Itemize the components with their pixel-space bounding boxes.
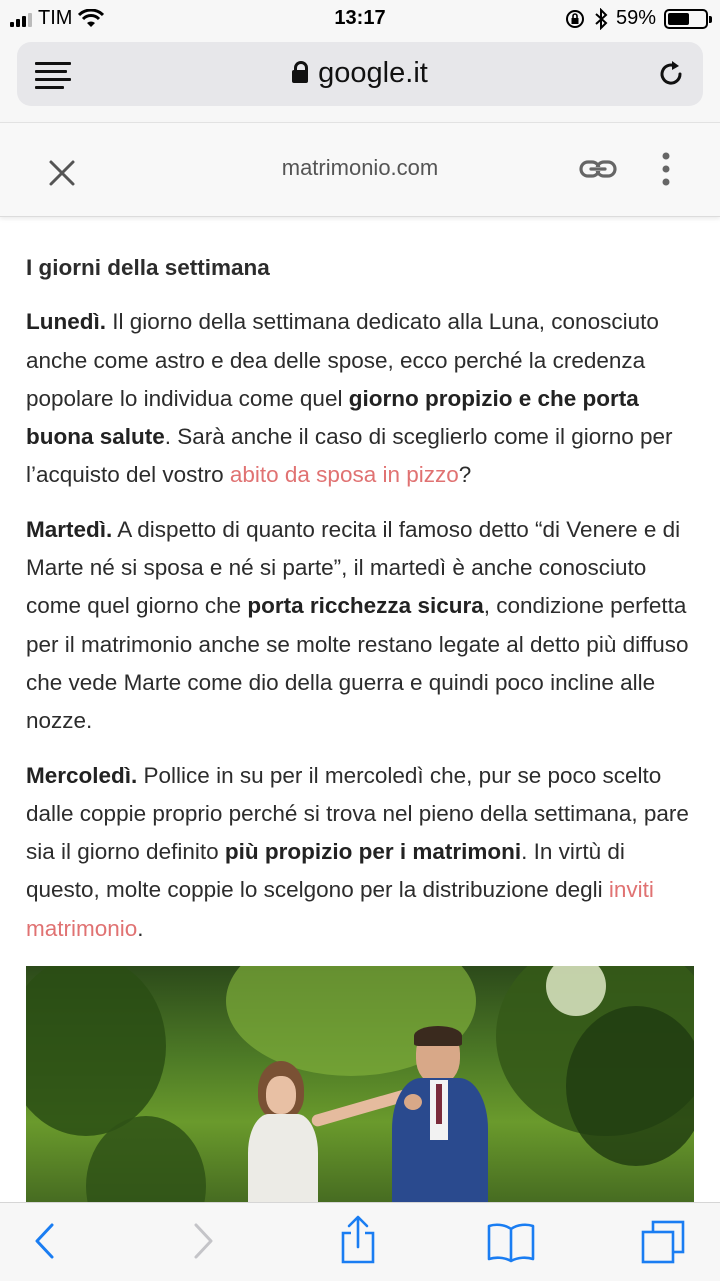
paragraph-wednesday bbox=[26, 757, 696, 948]
paragraph-text: Pollice in su per il mercoledì che, pur se poco scelto dalle coppie proprio perché si trova nel pieno della settimana, pare sia il giorno definito bbox=[26, 762, 689, 865]
article-content bbox=[26, 216, 696, 1202]
bookmarks-icon[interactable] bbox=[486, 1221, 536, 1263]
section-title: I giorni della settimana bbox=[26, 255, 270, 280]
paragraph-text: . Sarà anche il caso di sceglierlo come il giorno per l’acquisto del vostro bbox=[26, 424, 673, 488]
browser-bottom-toolbar bbox=[0, 1202, 720, 1281]
bluetooth-icon bbox=[594, 8, 608, 30]
day-label: Martedì. bbox=[26, 516, 113, 542]
bold-text: giorno propizio e che porta buona salute bbox=[26, 385, 639, 450]
paragraph-text: . bbox=[137, 915, 144, 941]
bold-text: più propizio per i matrimoni bbox=[224, 839, 522, 865]
amp-site-title: matrimonio.com bbox=[281, 155, 439, 180]
amp-viewer-header bbox=[0, 122, 720, 217]
orientation-lock-icon bbox=[564, 8, 586, 30]
day-label: Mercoledì. bbox=[26, 762, 138, 788]
link-abito-da-sposa[interactable]: abito da sposa in pizzo bbox=[229, 462, 459, 488]
paragraph-text: . In virtù di questo, molte coppie lo scelgono per la distribuzione degli bbox=[26, 839, 625, 903]
battery-percent: 59% bbox=[615, 7, 656, 29]
share-icon[interactable] bbox=[338, 1215, 378, 1265]
lock-icon bbox=[292, 70, 308, 83]
address-bar[interactable] bbox=[17, 42, 703, 106]
reload-icon[interactable] bbox=[655, 58, 687, 90]
bold-text: porta ricchezza sicura bbox=[247, 593, 484, 619]
url-domain: google.it bbox=[318, 57, 428, 89]
paragraph-text: Il giorno della settimana dedicato alla Luna, conosciuto anche come astro e dea delle spose, ecco perché la credenza popolare lo individua come quel bbox=[26, 309, 659, 411]
tabs-icon[interactable] bbox=[640, 1219, 686, 1265]
battery-icon bbox=[664, 9, 708, 29]
url-display[interactable] bbox=[17, 57, 703, 90]
status-bar bbox=[0, 0, 720, 38]
status-right bbox=[564, 7, 708, 30]
paragraph-tuesday bbox=[26, 511, 696, 741]
status-time: 13:17 bbox=[334, 7, 386, 29]
paragraph-monday bbox=[26, 303, 696, 494]
link-icon[interactable] bbox=[578, 155, 618, 183]
more-options-icon[interactable] bbox=[656, 151, 676, 187]
link-inviti-matrimonio[interactable]: inviti matrimonio bbox=[26, 877, 654, 941]
back-icon[interactable] bbox=[32, 1221, 56, 1261]
day-label: Lunedì. bbox=[26, 309, 106, 335]
wedding-photo bbox=[26, 966, 694, 1202]
paragraph-text: ? bbox=[458, 462, 472, 488]
carrier-label: TIM bbox=[38, 7, 73, 29]
paragraph-text: A dispetto di quanto recita il famoso detto “di Venere e di Marte né si sposa e né si parte”, il martedì è anche conosciuto come quel giorno che bbox=[26, 516, 681, 619]
browser-top-bar bbox=[0, 38, 720, 122]
forward-icon[interactable] bbox=[192, 1221, 216, 1261]
paragraph-text: , condizione perfetta per il matrimonio anche se molte restano legate al detto più diffuso che vede Marte come dio della guerra e quindi poco incline alle nozze. bbox=[26, 593, 689, 734]
